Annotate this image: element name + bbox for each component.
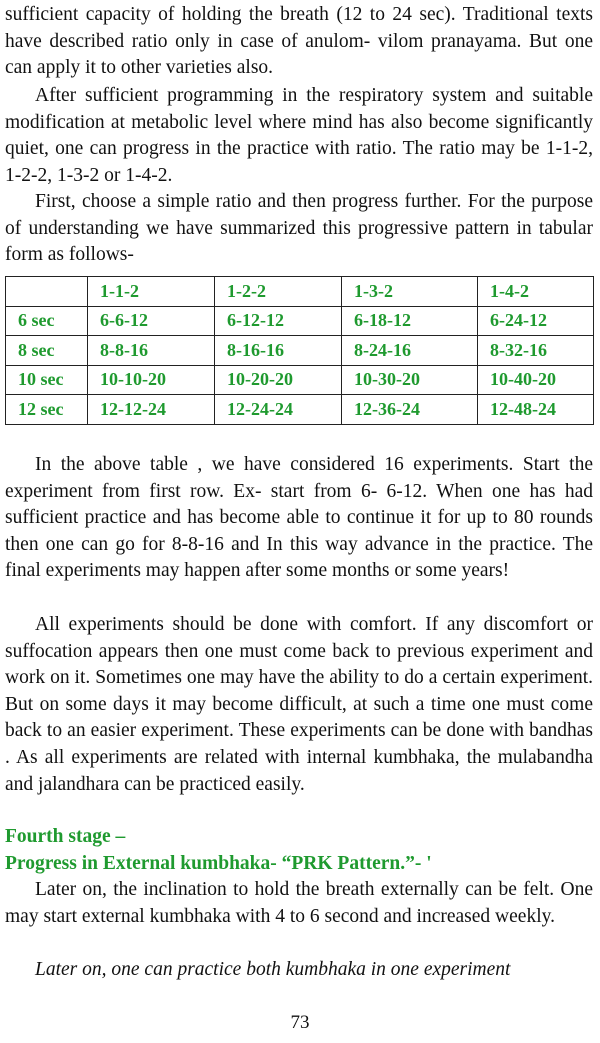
table-row-label: 10 sec (6, 365, 88, 395)
table-cell: 10-40-20 (478, 365, 594, 395)
table-cell: 8-32-16 (478, 336, 594, 366)
table-header-cell: 1-4-2 (478, 277, 594, 307)
ratio-table (5, 276, 594, 425)
table-row-label: 8 sec (6, 336, 88, 366)
table-cell: 12-48-24 (478, 395, 594, 425)
page-number: 73 (290, 1012, 310, 1033)
table-cell: 8-24-16 (342, 336, 478, 366)
paragraph-both-kumbhaka: Later on, one can practice both kumbhaka in one experiment (35, 959, 511, 980)
paragraph-ratio: After sufficient programming in the respiratory system and suitable modification at metabolic level where mind has also become significantly quiet, one can progress in the practice with ratio. The ratio may be 1-1-2, 1-2-2, 1-3-2 or 1-4-2. (5, 85, 593, 186)
table-header-cell: 1-1-2 (88, 277, 215, 307)
table-cell: 8-16-16 (215, 336, 342, 366)
table-row (6, 395, 594, 425)
table-cell: 6-12-12 (215, 306, 342, 336)
table-row (6, 336, 594, 366)
table-cell: 6-18-12 (342, 306, 478, 336)
table-row-label: 12 sec (6, 395, 88, 425)
table-cell: 12-24-24 (215, 395, 342, 425)
table-header-row (6, 277, 594, 307)
paragraph-comfort: All experiments should be done with comfort. If any discomfort or suffocation appears then one must come back to previous experiment and work on it. Sometimes one may have the ability to do a certain experiment. But on some days it may become difficult, at such a time one must come back to an easier experiment. These experiments can be done with bandhas . As all experiments are related with internal kumbhaka, the mulabandha and jalandhara can be practiced easily. (5, 614, 593, 795)
table-cell: 10-20-20 (215, 365, 342, 395)
table-row (6, 306, 594, 336)
table-header-cell: 1-2-2 (215, 277, 342, 307)
table-cell: 6-24-12 (478, 306, 594, 336)
paragraph-progress: First, choose a simple ratio and then progress further. For the purpose of understanding we have summarized this progressive pattern in tabular form as follows- (5, 191, 593, 266)
paragraph-external-kumbhaka: Later on, the inclination to hold the breath externally can be felt. One may start external kumbhaka with 4 to 6 second and increased weekly. (5, 879, 593, 927)
paragraph-intro: sufficient capacity of holding the breath (12 to 24 sec). Traditional texts have described ratio only in case of anulom- vilom pranayama. But one can apply it to other varieties also. (5, 4, 593, 79)
paragraph-experiments: In the above table , we have considered 16 experiments. Start the experiment from first row. Ex- start from 6- 6-12. When one has had sufficient practice and has become able to continue it for up to 80 rounds then one can go for 8-8-16 and In this way advance in the practice. The final experiments may happen after some months or some years! (5, 454, 593, 582)
table-cell: 6-6-12 (88, 306, 215, 336)
section-subheading: Progress in External kumbhaka- “PRK Pattern.”- ' (5, 853, 432, 874)
table-row-label: 6 sec (6, 306, 88, 336)
table-cell: 12-36-24 (342, 395, 478, 425)
table-cell: 10-10-20 (88, 365, 215, 395)
table-cell: 8-8-16 (88, 336, 215, 366)
table-header-cell (6, 277, 88, 307)
table-cell: 10-30-20 (342, 365, 478, 395)
section-heading: Fourth stage – (5, 826, 126, 847)
table-cell: 12-12-24 (88, 395, 215, 425)
table-row (6, 365, 594, 395)
table-header-cell: 1-3-2 (342, 277, 478, 307)
